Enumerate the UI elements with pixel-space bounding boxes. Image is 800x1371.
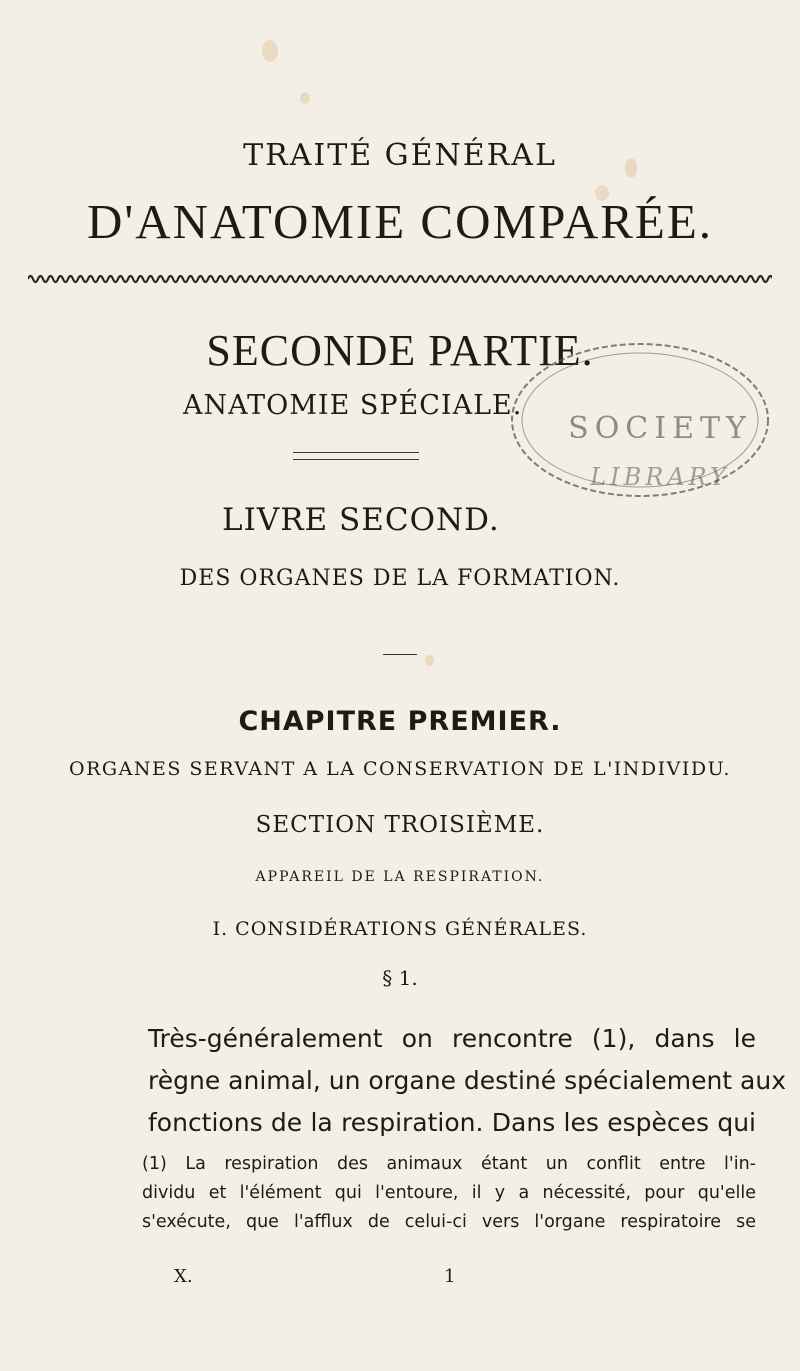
chapter-subtitle: ORGANES SERVANT A LA CONSERVATION DE L'INDIVIDU. [69,758,731,780]
footnote-line: dividu et l'élément qui l'entoure, il y a nécessité, pour qu'elle [142,1183,756,1203]
part-subtitle: ANATOMIE SPÉCIALE. [183,390,523,421]
body-line: fonctions de la respiration. Dans les espèces qui [148,1108,756,1137]
subsection-heading: I. CONSIDÉRATIONS GÉNÉRALES. [212,918,588,940]
library-stamp [465,320,780,545]
book-heading: LIVRE SECOND. [222,502,500,538]
section-heading: SECTION TROISIÈME. [255,812,545,838]
wavy-rule-ornament [28,272,772,286]
foxing-spot [425,655,434,666]
part-heading: SECONDE PARTIE. [206,326,594,375]
signature-volume: X. [174,1266,193,1287]
chapter-heading: CHAPITRE PREMIER. [238,706,562,737]
paragraph-mark: § 1. [382,966,418,990]
foxing-spot [300,92,310,104]
double-rule-divider [293,452,419,460]
footnote [142,1150,756,1237]
footnote-line: (1) La respiration des animaux étant un conflit entre l'in- [142,1154,756,1174]
title-line-2: D'ANATOMIE COMPARÉE. [86,194,713,249]
stamp-text-top: SOCIETY [568,411,752,446]
body-line: Très-généralement on rencontre (1), dans le [148,1024,756,1053]
body-paragraph [148,1018,787,1144]
short-rule-divider [383,654,417,655]
footnote-line: s'exécute, que l'afflux de celui-ci vers l'organe respiratoire se [142,1212,756,1232]
stamp-text-bottom: LIBRARY [590,463,730,491]
title-line-1: TRAITÉ GÉNÉRAL [243,138,557,173]
signature-number: 1 [444,1266,456,1287]
book-subtitle: DES ORGANES DE LA FORMATION. [179,566,621,591]
body-line: règne animal, un organe destiné spécialement aux [148,1066,787,1095]
foxing-spot [262,40,278,62]
section-subtitle: APPAREIL DE LA RESPIRATION. [255,869,545,885]
